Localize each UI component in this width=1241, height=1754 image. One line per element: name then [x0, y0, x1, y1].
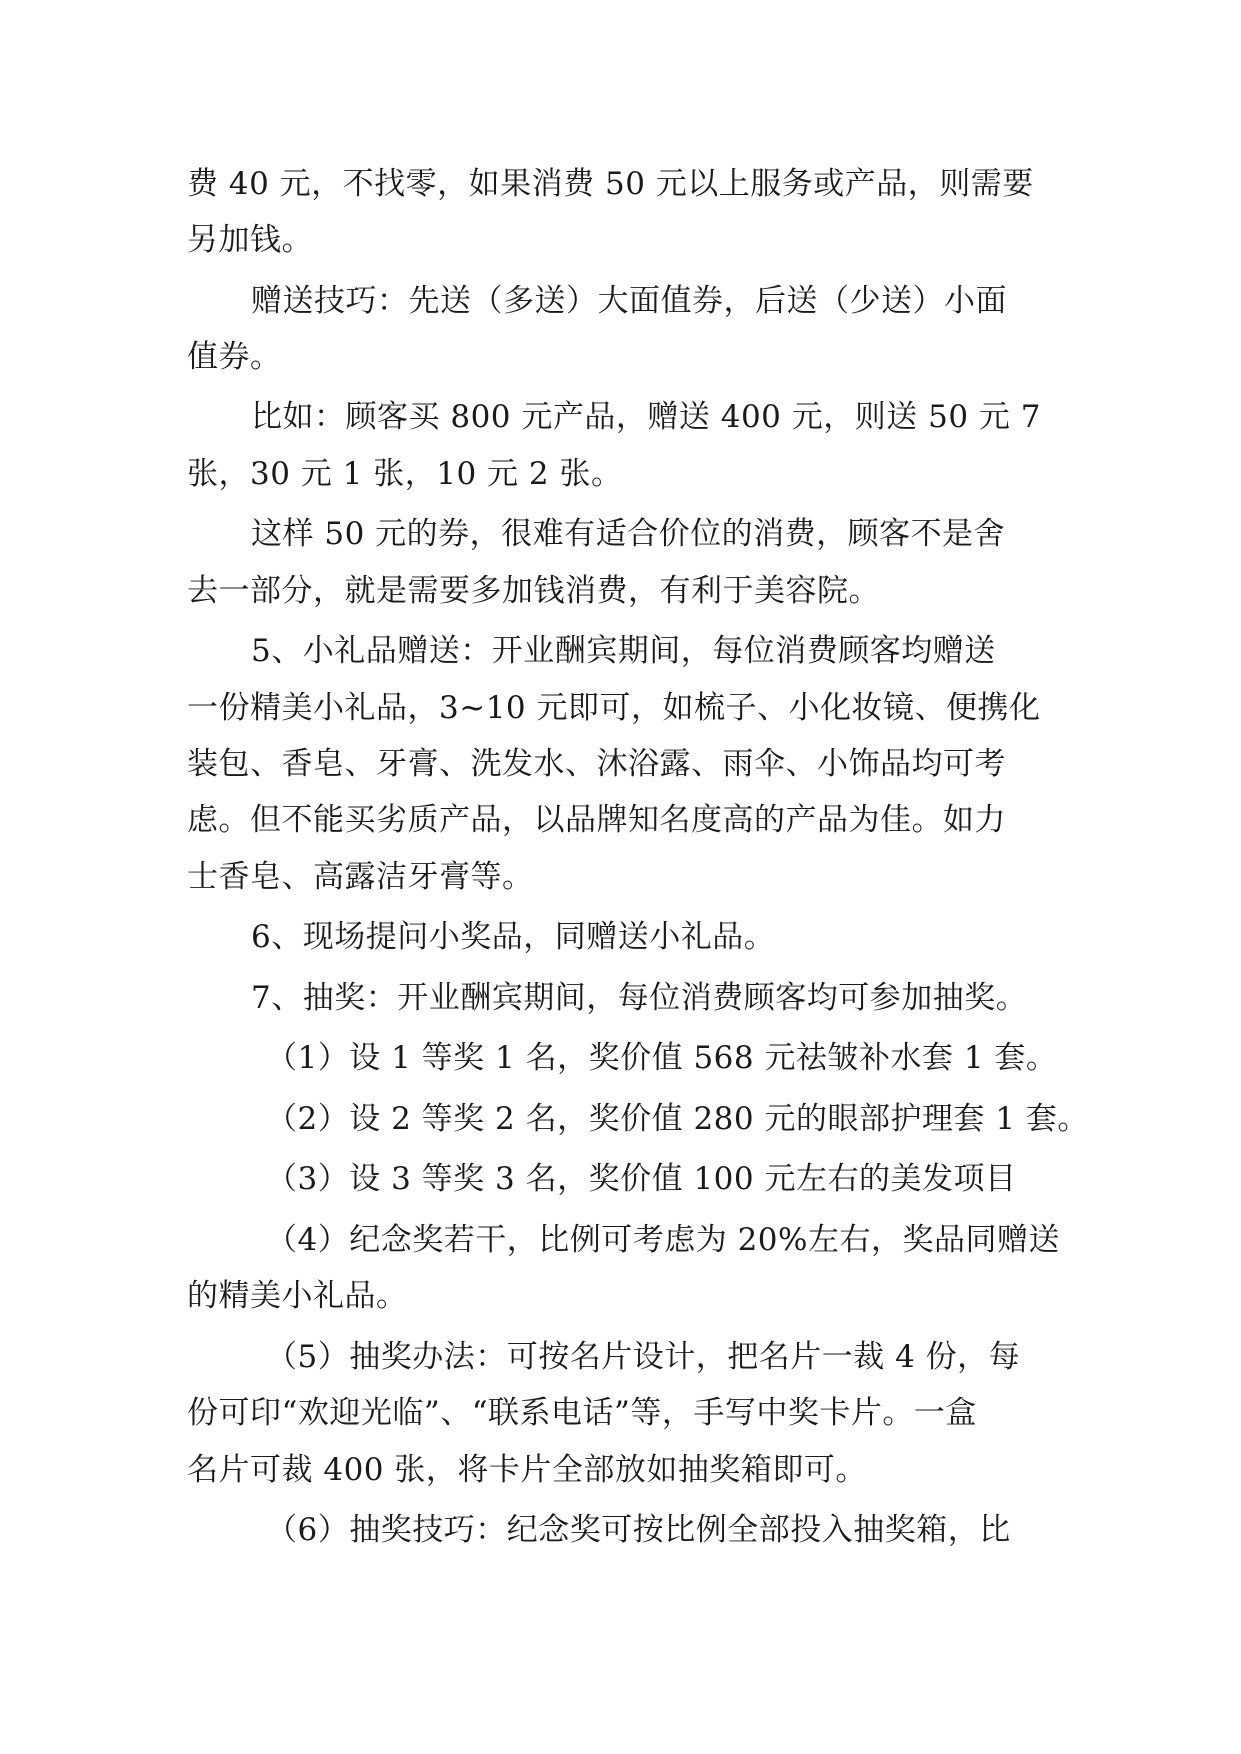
paragraph-line: 值券。	[187, 339, 282, 375]
paragraph-line: 这样 50 元的券，很难有适合价位的消费，顾客不是舍	[251, 516, 1006, 552]
paragraph-line: 6、现场提问小奖品，同赠送小礼品。	[251, 919, 776, 955]
paragraph-line: 比如：顾客买 800 元产品，赠送 400 元，则送 50 元 7	[251, 399, 1041, 435]
paragraph-line: 5、小礼品赠送：开业酬宾期间，每位消费顾客均赠送	[251, 633, 996, 669]
paragraph-line: 士香皂、高露洁牙膏等。	[187, 859, 534, 895]
paragraph-line: 另加钱。	[187, 222, 313, 258]
paragraph-line: 份可印“欢迎光临”、“联系电话”等，手写中奖卡片。一盒	[187, 1395, 977, 1431]
paragraph-line: 去一部分，就是需要多加钱消费，有利于美容院。	[187, 573, 880, 609]
paragraph-line: 虑。但不能买劣质产品，以品牌知名度高的产品为佳。如力	[187, 802, 1006, 838]
paragraph-line: （3）设 3 等奖 3 名，奖价值 100 元左右的美发项目	[266, 1161, 1017, 1197]
paragraph-line: 一份精美小礼品，3~10 元即可，如梳子、小化妆镜、便携化	[187, 690, 1041, 726]
paragraph-line: （2）设 2 等奖 2 名，奖价值 280 元的眼部护理套 1 套。	[266, 1101, 1089, 1137]
paragraph-line: 7、抽奖：开业酬宾期间，每位消费顾客均可参加抽奖。	[251, 980, 1028, 1016]
paragraph-line: （5）抽奖办法：可按名片设计，把名片一裁 4 份，每	[266, 1339, 1021, 1375]
paragraph-line: 张，30 元 1 张，10 元 2 张。	[187, 456, 623, 492]
paragraph-line: 装包、香皂、牙膏、洗发水、沐浴露、雨伞、小饰品均可考	[187, 746, 1006, 782]
paragraph-line: 名片可裁 400 张，将卡片全部放如抽奖箱即可。	[187, 1452, 867, 1488]
paragraph-line: （6）抽奖技巧：纪念奖可按比例全部投入抽奖箱，比	[266, 1512, 1011, 1548]
paragraph-line: （4）纪念奖若干，比例可考虑为 20%左右，奖品同赠送	[266, 1222, 1060, 1258]
paragraph-line: 的精美小礼品。	[187, 1278, 408, 1314]
paragraph-line: 赠送技巧：先送（多送）大面值券，后送（少送）小面	[251, 283, 1007, 319]
paragraph-line: （1）设 1 等奖 1 名，奖价值 568 元祛皱补水套 1 套。	[266, 1040, 1058, 1076]
paragraph-line: 费 40 元，不找零，如果消费 50 元以上服务或产品，则需要	[187, 166, 1034, 202]
